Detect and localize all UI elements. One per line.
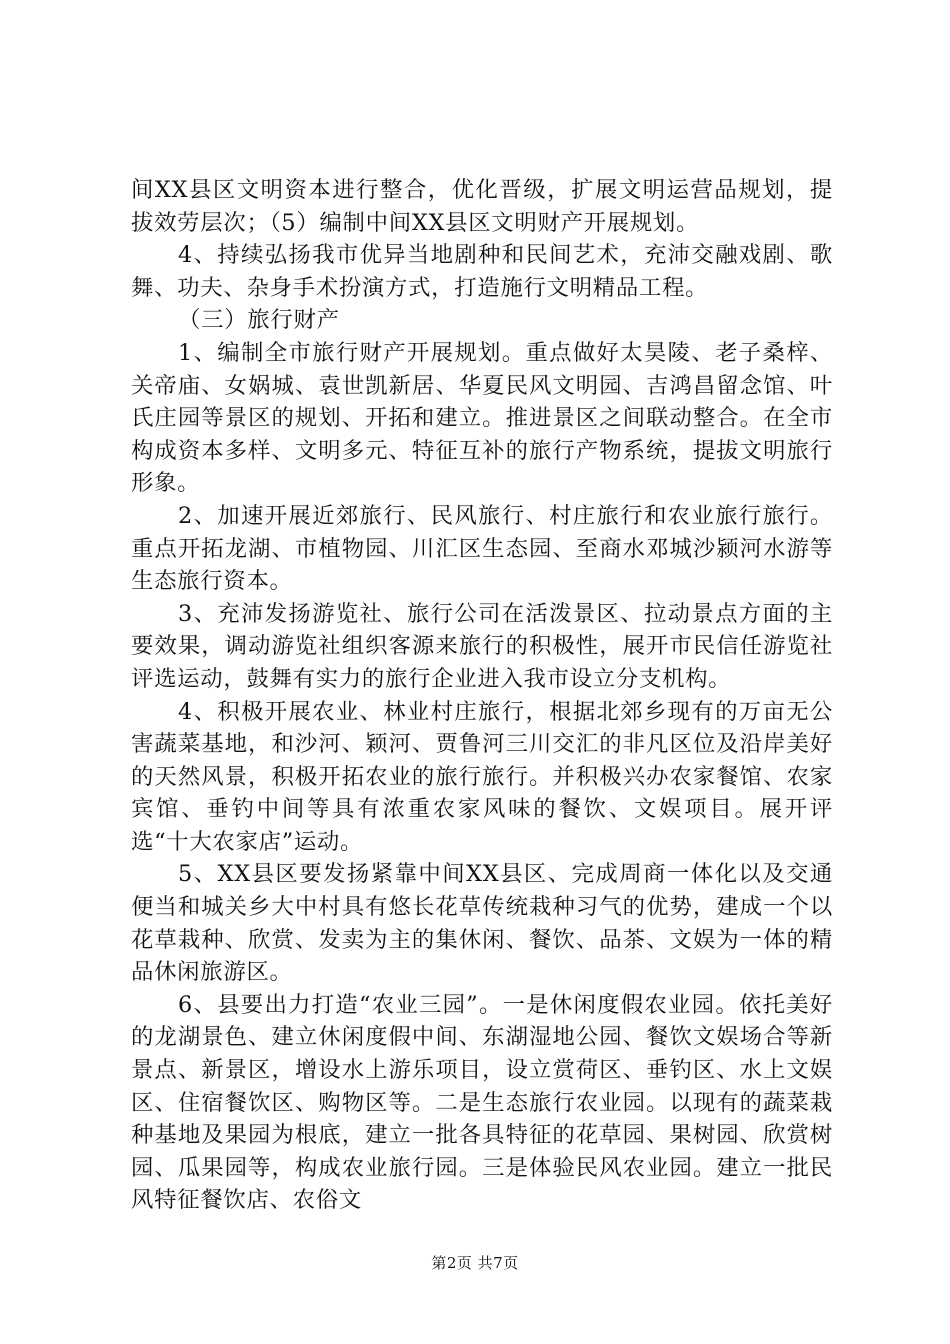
paragraph-continuation: 间XX县区文明资本进行整合，优化晋级，扩展文明运营品规划，提拔效劳层次；（5）编制中间XX县区文明财产开展规划。 xyxy=(131,177,833,236)
paragraph-item-3: 3、充沛发扬游览社、旅行公司在活泼景区、拉动景点方面的主要效果，调动游览社组织客源来旅行的积极性，展开市民信任游览社评选运动，鼓舞有实力的旅行企业进入我市设立分支机构。 xyxy=(131,600,833,692)
paragraph-item-4: 4、积极开展农业、林业村庄旅行，根据北郊乡现有的万亩无公害蔬菜基地，和沙河、颖河、贾鲁河三川交汇的非凡区位及沿岸美好的天然风景，积极开拓农业的旅行旅行。并积极兴办农家餐馆、农家宾馆、垂钓中间等具有浓重农家风味的餐饮、文娱项目。展开评选“十大农家店”运动。 xyxy=(131,698,833,855)
paragraph-item-5: 5、XX县区要发扬紧靠中间XX县区、完成周商一体化以及交通便当和城关乡大中村具有悠长花草传统栽种习气的优势，建成一个以花草栽种、欣赏、发卖为主的集休闲、餐饮、品茶、文娱为一体的精品休闲旅游区。 xyxy=(131,861,833,986)
section-heading-tourism: （三）旅行财产 xyxy=(178,307,340,334)
document-body xyxy=(131,174,833,1217)
paragraph-item-4-arts: 4、持续弘扬我市优异当地剧种和民间艺术，充沛交融戏剧、歌舞、功夫、杂身手术扮演方式，打造施行文明精品工程。 xyxy=(131,242,833,301)
page-number-footer: 第2页 共7页 xyxy=(431,1254,519,1272)
paragraph-item-6: 6、县要出力打造“农业三园”。一是休闲度假农业园。依托美好的龙湖景色、建立休闲度假中间、东湖湿地公园、餐饮文娱场合等新景点、新景区，增设水上游乐项目，设立赏荷区、垂钓区、水上文娱区、住宿餐饮区、购物区等。二是生态旅行农业园。以现有的蔬菜栽种基地及果园为根底，建立一批各具特征的花草园、果树园、欣赏树园、瓜果园等，构成农业旅行园。三是体验民风农业园。建立一批民风特征餐饮店、农俗文 xyxy=(131,991,833,1214)
paragraph-item-2: 2、加速开展近郊旅行、民风旅行、村庄旅行和农业旅行旅行。重点开拓龙湖、市植物园、川汇区生态园、至商水邓城沙颍河水游等生态旅行资本。 xyxy=(131,502,833,595)
paragraph-item-1: 1、编制全市旅行财产开展规划。重点做好太昊陵、老子桑梓、关帝庙、女娲城、袁世凯新居、华夏民风文明园、吉鸿昌留念馆、叶氏庄园等景区的规划、开拓和建立。推进景区之间联动整合。在全市构成资本多样、文明多元、特征互补的旅行产物系统，提拔文明旅行形象。 xyxy=(131,339,833,497)
